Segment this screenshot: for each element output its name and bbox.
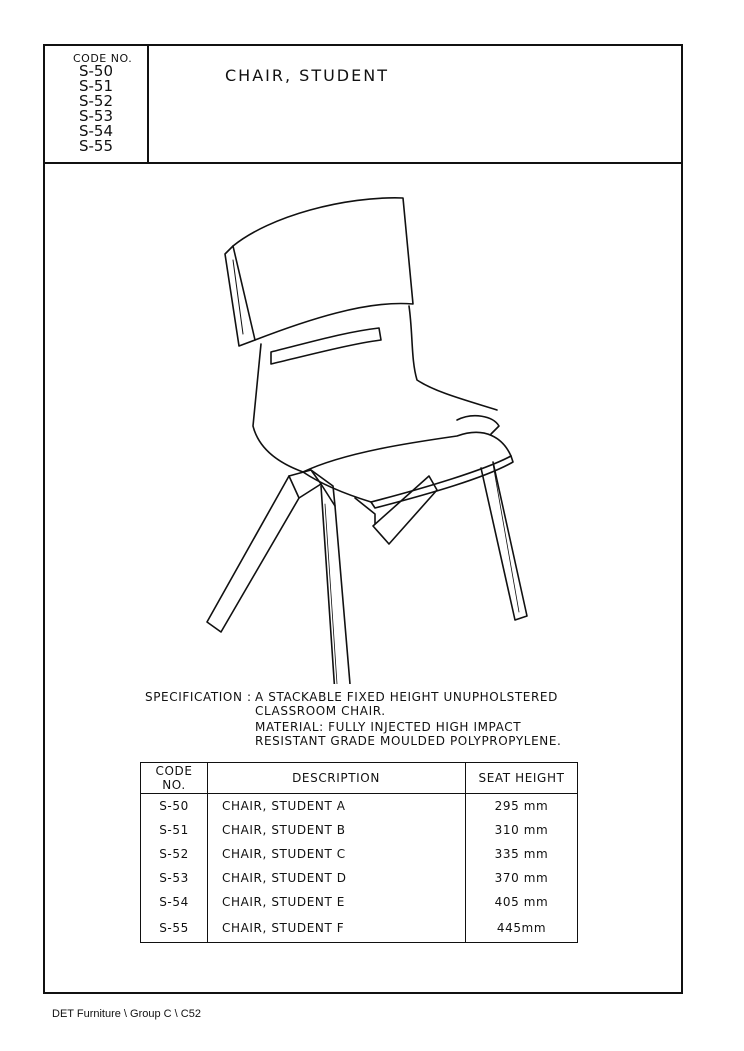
- row-description: CHAIR, STUDENT A: [208, 794, 466, 819]
- specification-line: A STACKABLE FIXED HEIGHT UNUPHOLSTERED: [255, 690, 558, 704]
- header-description: DESCRIPTION: [208, 763, 466, 794]
- row-height: 405 mm: [466, 890, 578, 914]
- row-height: 295 mm: [466, 794, 578, 819]
- row-description: CHAIR, STUDENT C: [208, 842, 466, 866]
- code-item: S-50: [79, 62, 114, 80]
- row-code: S-55: [141, 914, 208, 943]
- code-item: S-54: [79, 122, 114, 140]
- table-row: [141, 818, 578, 842]
- specification-line: CLASSROOM CHAIR.: [255, 704, 386, 718]
- spec-sheet: [43, 44, 683, 994]
- table-row: [141, 914, 578, 943]
- row-height: 335 mm: [466, 842, 578, 866]
- row-code: S-52: [141, 842, 208, 866]
- footer-reference: DET Furniture \ Group C \ C52: [52, 1008, 201, 1020]
- row-height: 310 mm: [466, 818, 578, 842]
- code-item: S-52: [79, 92, 114, 110]
- table-row: [141, 794, 578, 819]
- row-code: S-53: [141, 866, 208, 890]
- chair-illustration: [45, 164, 681, 684]
- table-row: [141, 890, 578, 914]
- product-table: [140, 762, 578, 943]
- row-description: CHAIR, STUDENT E: [208, 890, 466, 914]
- code-item: S-55: [79, 137, 114, 155]
- specification-line: MATERIAL: FULLY INJECTED HIGH IMPACT: [255, 720, 522, 734]
- row-description: CHAIR, STUDENT B: [208, 818, 466, 842]
- code-cell: [45, 46, 149, 162]
- row-code: S-51: [141, 818, 208, 842]
- header-code: CODE NO.: [141, 763, 208, 794]
- row-height: 445mm: [466, 914, 578, 943]
- header-seat-height: SEAT HEIGHT: [466, 763, 578, 794]
- table-header-row: [141, 763, 578, 794]
- code-label: CODE NO.: [73, 52, 133, 65]
- code-list: [79, 64, 113, 154]
- row-code: S-54: [141, 890, 208, 914]
- row-description: CHAIR, STUDENT D: [208, 866, 466, 890]
- row-description: CHAIR, STUDENT F: [208, 914, 466, 943]
- code-item: S-53: [79, 107, 114, 125]
- table-row: [141, 842, 578, 866]
- specification-line: RESISTANT GRADE MOULDED POLYPROPYLENE.: [255, 734, 562, 748]
- code-item: S-51: [79, 77, 114, 95]
- row-height: 370 mm: [466, 866, 578, 890]
- specification-label: SPECIFICATION :: [145, 690, 252, 704]
- sheet-header: [45, 46, 681, 164]
- sheet-title: CHAIR, STUDENT: [225, 66, 389, 85]
- row-code: S-50: [141, 794, 208, 819]
- table-row: [141, 866, 578, 890]
